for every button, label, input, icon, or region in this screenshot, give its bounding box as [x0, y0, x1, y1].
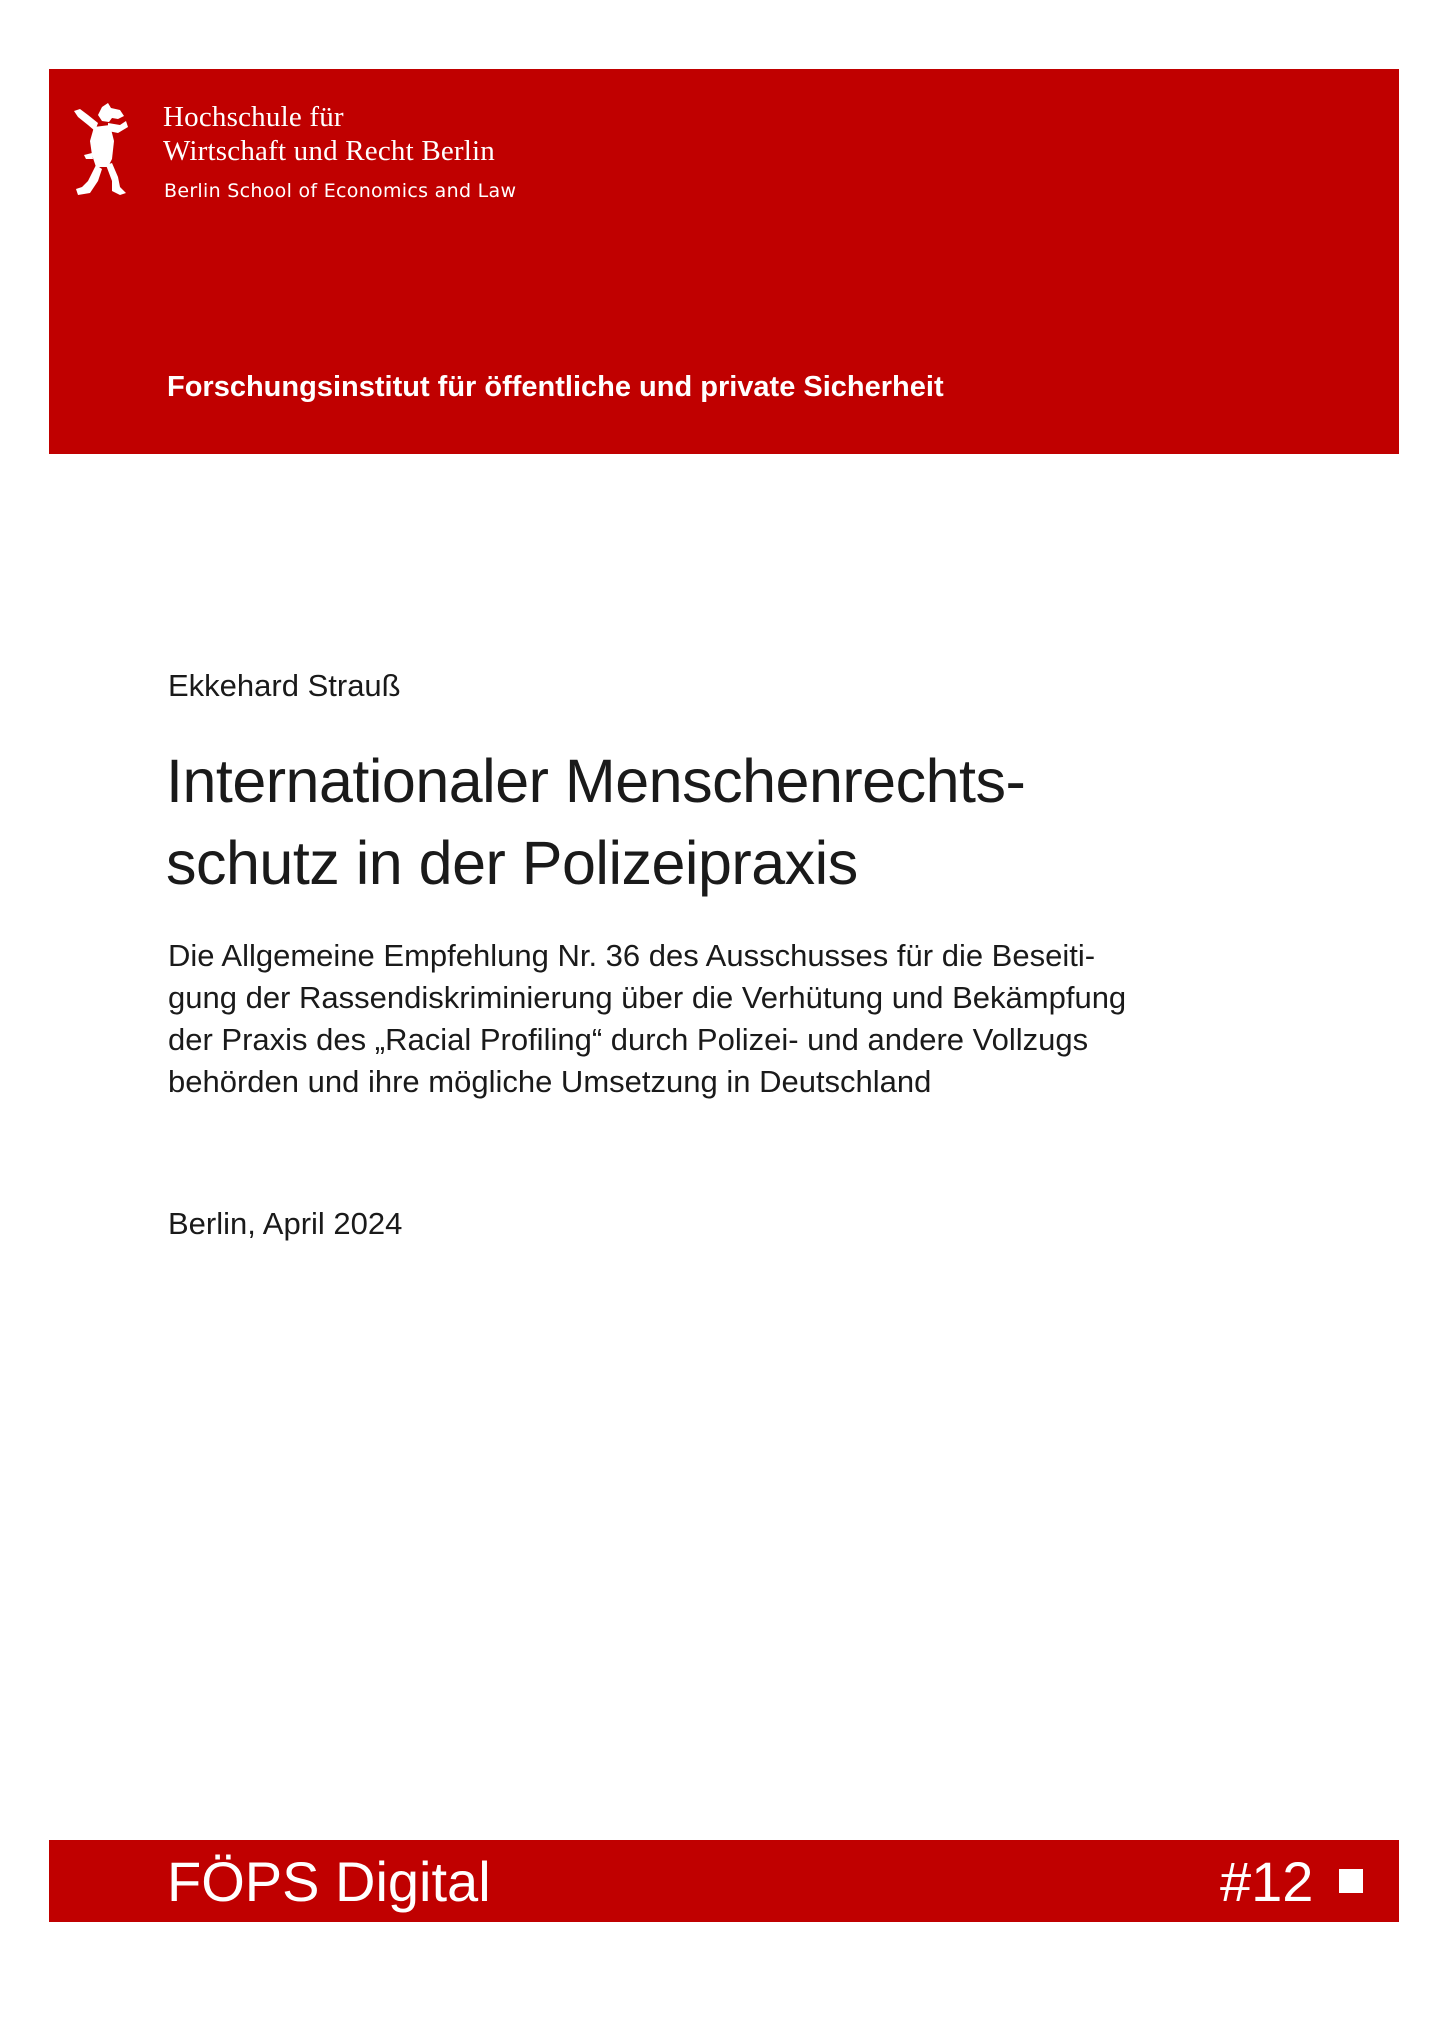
author-name: Ekkehard Strauß [168, 668, 401, 703]
institute-name: Forschungsinstitut für öffentliche und private Sicherheit [167, 371, 944, 403]
document-title [166, 740, 1025, 904]
document-subtitle [168, 935, 1126, 1103]
school-name-english: Berlin School of Economics and Law [164, 180, 517, 202]
school-name [163, 100, 495, 168]
square-icon [1339, 1869, 1363, 1893]
title-line: Internationaler Menschenrechts- [166, 747, 1026, 815]
school-name-line1: Hochschule für [163, 101, 344, 133]
subtitle-line: gung der Rassendiskriminierung über die Verhütung und Bekämpfung [168, 980, 1127, 1015]
subtitle-line: behörden und ihre mögliche Umsetzung in Deutschland [168, 1064, 932, 1099]
place-date: Berlin, April 2024 [168, 1206, 403, 1241]
title-line: schutz in der Polizeipraxis [166, 829, 858, 897]
series-name: FÖPS Digital [167, 1850, 491, 1913]
berlin-bear-icon [68, 101, 130, 201]
subtitle-line: Die Allgemeine Empfehlung Nr. 36 des Ausschusses für die Beseiti- [168, 938, 1096, 973]
subtitle-line: der Praxis des „Racial Profiling“ durch Polizei- und andere Vollzugs [168, 1022, 1089, 1057]
school-name-line2: Wirtschaft und Recht Berlin [163, 135, 496, 167]
issue-number: #12 [1220, 1850, 1314, 1913]
